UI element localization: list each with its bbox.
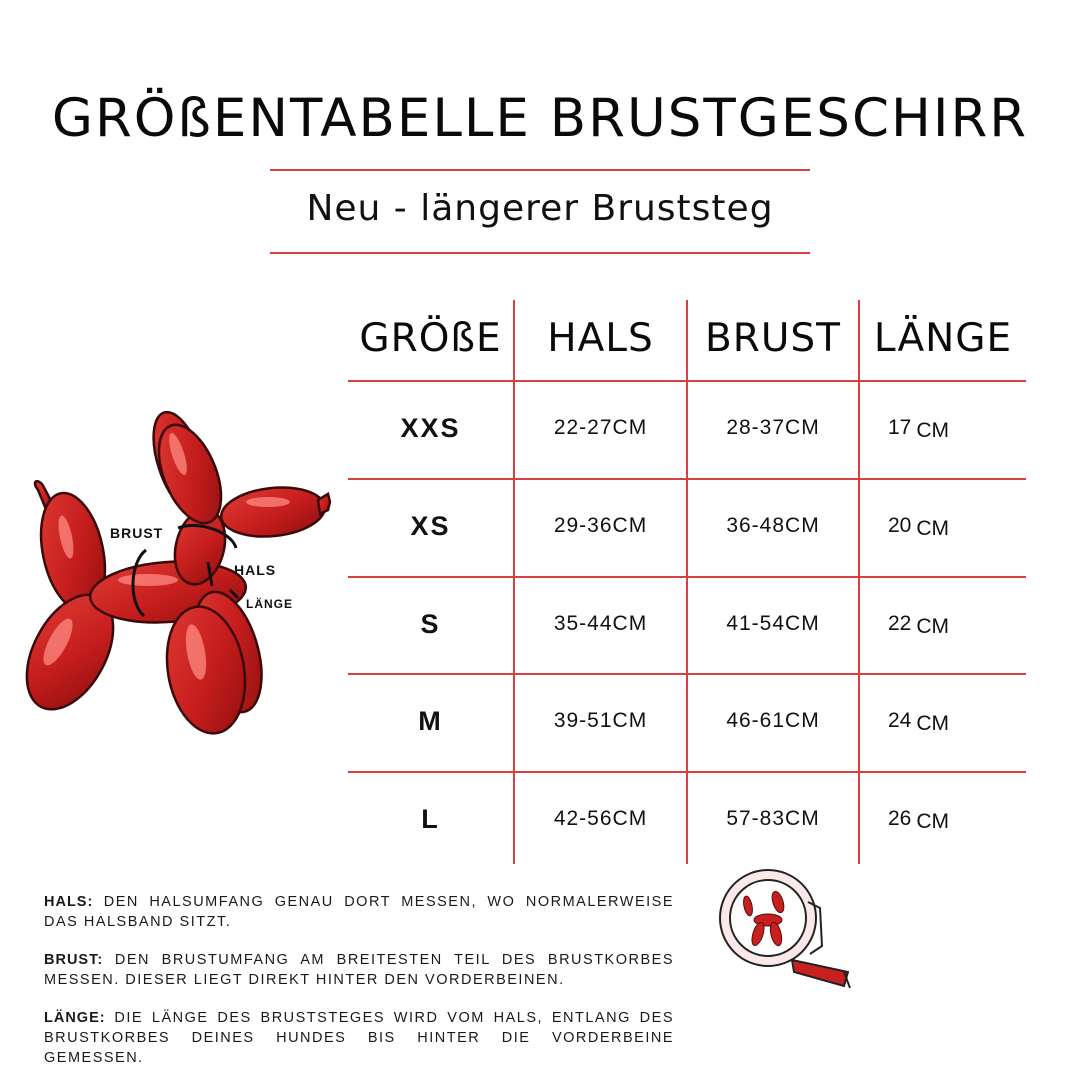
size-cell: XXS <box>400 413 461 443</box>
note-text: DEN BRUSTUMFANG AM BREITESTEN TEIL DES BRUSTKORBES MESSEN. DIESER LIEGT DIREKT HINTER DEN VORDERBEINEN. <box>44 952 674 988</box>
header-hals: HALS <box>547 316 654 361</box>
brust-cell: 36-48CM <box>726 514 820 537</box>
hals-label: HALS <box>234 562 277 578</box>
laenge-cell <box>888 771 1026 867</box>
laenge-cell <box>888 673 1026 769</box>
size-cell: XS <box>410 511 451 541</box>
page-subtitle: Neu - längerer Bruststeg <box>306 188 774 229</box>
note-brust <box>44 950 674 990</box>
size-cell: M <box>418 706 443 736</box>
hals-cell: 22-27CM <box>553 416 648 439</box>
laenge-unit: CM <box>916 615 950 638</box>
size-cell: S <box>420 609 441 639</box>
laenge-value: 24 <box>888 709 912 732</box>
laenge-unit: CM <box>916 517 950 540</box>
brust-cell: 28-37CM <box>726 416 820 439</box>
note-text: DIE LÄNGE DES BRUSTSTEGES WIRD VOM HALS, ENTLANG DES BRUSTKORBES DEINES HUNDES BIS HINTER DIE VORDERBEINE GEMESSEN. <box>44 1010 674 1066</box>
header-brust: BRUST <box>705 316 841 361</box>
laenge-label: LÄNGE <box>246 597 293 611</box>
laenge-value: 20 <box>888 514 912 537</box>
laenge-value: 17 <box>888 416 912 439</box>
size-cell: L <box>421 804 440 834</box>
column-divider <box>858 300 860 864</box>
note-laenge <box>44 1008 674 1068</box>
laenge-unit: CM <box>916 810 950 833</box>
page-title: GRÖßENTABELLE BRUSTGESCHIRR <box>51 88 1029 149</box>
note-term: HALS: <box>44 894 94 910</box>
note-term: LÄNGE: <box>44 1010 106 1026</box>
note-hals <box>44 892 674 932</box>
title-divider-top <box>270 169 810 171</box>
size-table <box>348 300 1026 864</box>
measuring-tape-icon <box>712 862 862 1002</box>
laenge-cell <box>888 478 1026 574</box>
brust-cell: 46-61CM <box>726 709 820 732</box>
measurement-notes <box>44 892 674 1086</box>
hals-cell: 35-44CM <box>553 612 648 635</box>
laenge-cell <box>888 380 1026 476</box>
note-term: BRUST: <box>44 952 104 968</box>
brust-cell: 41-54CM <box>726 612 820 635</box>
header-laenge: LÄNGE <box>873 316 1013 361</box>
laenge-value: 26 <box>888 807 912 830</box>
title-divider-bottom <box>270 252 810 254</box>
header-groesse: GRÖßE <box>359 316 502 361</box>
brust-cell: 57-83CM <box>726 807 820 830</box>
hals-cell: 29-36CM <box>553 514 648 537</box>
laenge-value: 22 <box>888 612 912 635</box>
brust-label: BRUST <box>110 525 164 541</box>
hals-cell: 42-56CM <box>553 807 648 830</box>
laenge-cell <box>888 576 1026 672</box>
laenge-unit: CM <box>916 712 950 735</box>
note-text: DEN HALSUMFANG GENAU DORT MESSEN, WO NORMALERWEISE DAS HALSBAND SITZT. <box>44 894 674 930</box>
balloon-dog-icon <box>18 402 338 742</box>
laenge-unit: CM <box>916 419 950 442</box>
hals-cell: 39-51CM <box>553 709 648 732</box>
